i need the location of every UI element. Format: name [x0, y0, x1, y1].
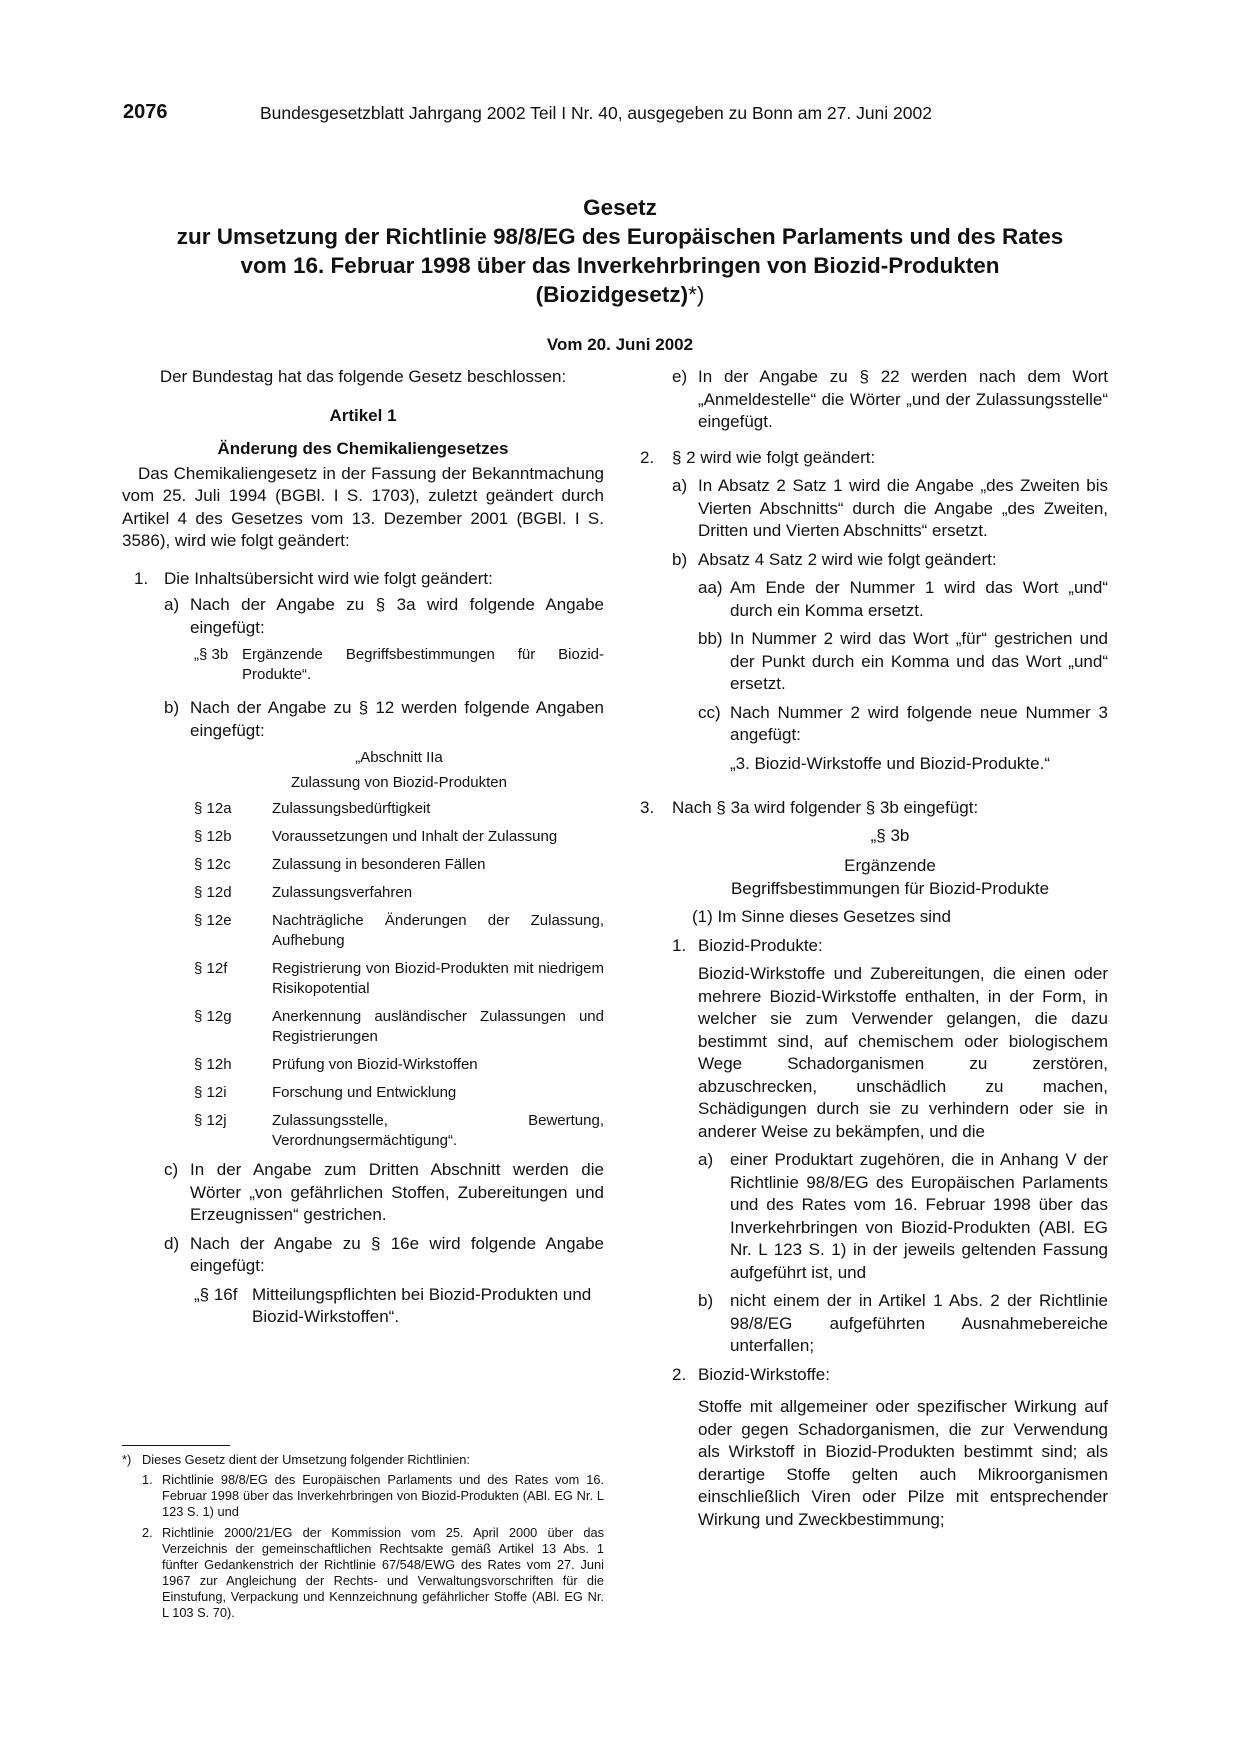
paragraph-number: § 12e [194, 912, 232, 929]
paragraph-number: § 12f [194, 960, 228, 977]
item-text: Am Ende der Nummer 1 wird das Wort „und“ durch ein Komma ersetzt. [730, 578, 1108, 620]
page-number: 2076 [123, 101, 168, 123]
section-title: Zulassung von Biozid-Produkten [291, 774, 507, 791]
item-text: einer Produktart zugehören, die in Anhang V der Richtlinie 98/8/EG des Europäischen Parlaments und des Rates vom 16. Februar 1998 über das Inverkehrbringen von Biozid-Produkten (ABl. EG Nr. L 123 S. 1) in der jeweils geltenden Fassung aufgeführt ist, und [730, 1150, 1108, 1282]
definition-1-b [698, 1290, 1108, 1358]
footnote-mark: *) [122, 1452, 132, 1467]
section-3b-number: „§ 3b [870, 825, 910, 845]
paragraph-description: Forschung und Entwicklung [272, 1084, 457, 1101]
paragraph-row [194, 799, 604, 819]
item-label: b) [698, 1291, 714, 1310]
title-line-4 [100, 280, 1140, 309]
article-intro: Das Chemikaliengesetz in der Fassung der Bekanntmachung vom 25. Juli 1994 (BGBl. I S. 1703), zuletzt geändert durch Artikel 4 des Gesetzes vom 13. Dezember 2001 (BGBl. I S. 3586), wird wie folgt geändert: [122, 463, 604, 550]
item-label: bb) [698, 629, 723, 648]
item-label: cc) [698, 702, 721, 722]
left-column [122, 367, 604, 1329]
amendment-item-1 [134, 568, 604, 591]
quote-number: „§ 3b [194, 646, 229, 663]
subitem-d [164, 1233, 604, 1278]
quote-number: „§ 16f [194, 1284, 238, 1304]
footnote-item-label: 1. [142, 1472, 153, 1487]
footnote-item [142, 1525, 604, 1621]
paragraph-row [194, 855, 604, 875]
title-line-2: zur Umsetzung der Richtlinie 98/8/EG des Europäischen Parlaments und des Rates [176, 224, 1064, 249]
paragraph-description: Voraussetzungen und Inhalt der Zulassung [272, 828, 558, 845]
item-label: c) [164, 1160, 179, 1179]
footnotes [122, 1452, 604, 1626]
quoted-entry-3b [194, 645, 604, 685]
definition-1-a [698, 1149, 1108, 1284]
article-heading: Artikel 1 [329, 405, 397, 425]
title-line-3: vom 16. Februar 1998 über das Inverkehrbringen von Biozid-Produkten [240, 253, 1000, 278]
paragraph-row [194, 1055, 604, 1075]
paragraph-description: Registrierung von Biozid-Produkten mit niedrigem Risikopotential [272, 960, 604, 997]
amendment-item-2 [640, 447, 1108, 470]
subitem-b [164, 697, 604, 742]
amendment-item-3 [640, 797, 1108, 820]
footnote-rule [122, 1445, 230, 1446]
quote-text: Mitteilungspflichten bei Biozid-Produkten und Biozid-Wirkstoffen“. [252, 1284, 592, 1326]
paragraph-number: § 12d [194, 884, 232, 901]
paragraph-row [194, 911, 604, 951]
title-line-1: Gesetz [583, 195, 657, 220]
paragraph-description: Zulassungsbedürftigkeit [272, 800, 431, 817]
item-text: Nach Nummer 2 wird folgende neue Nummer 3 angefügt: [730, 702, 1108, 744]
item-text: Absatz 4 Satz 2 wird wie folgt geändert: [698, 549, 997, 569]
paragraph-row [194, 883, 604, 903]
definition-term: Biozid-Produkte: [698, 935, 823, 955]
item-label: a) [672, 476, 688, 495]
section-label: „Abschnitt IIa [355, 749, 443, 766]
definition-1-text: Biozid-Wirkstoffe und Zubereitungen, die einen oder mehrere Biozid-Wirkstoffe enthalten, in der Form, in welcher sie zum Verwender gelangen, die dazu bestimmt sind, auf chemischem oder biologischem Wege Schadorganismen zu zerstören, abzuschrecken, unschädlich zu machen, Schädigungen durch sie zu verhindern oder sie in anderer Weise zu bekämpfen, und die [698, 964, 1108, 1141]
item-text: § 2 wird wie folgt geändert: [672, 447, 876, 467]
subitem-bb [698, 628, 1108, 696]
quoted-entry-16f [194, 1284, 604, 1329]
law-date: Vom 20. Juni 2002 [546, 335, 694, 354]
definition-1-heading [672, 935, 1108, 958]
right-column [640, 367, 1108, 1531]
paragraph-description: Nachträgliche Änderungen der Zulassung, Aufhebung [272, 912, 604, 949]
paragraph-description: Anerkennung ausländischer Zulassungen und Registrierungen [272, 1008, 604, 1045]
paragraph-number: § 12h [194, 1056, 232, 1073]
item-text: In der Angabe zum Dritten Abschnitt werden die Wörter „von gefährlichen Stoffen, Zubereitungen und Erzeugnissen“ gestrichen. [190, 1160, 604, 1224]
item-label: e) [672, 367, 688, 386]
item-label: aa) [698, 578, 723, 597]
footnote-item-text: Richtlinie 2000/21/EG der Kommission vom 25. April 2000 über das Verzeichnis der gemeinschaftlichen Rechtsakte gemäß Artikel 13 Abs. 1 fünfter Gedankenstrich der Richtlinie 67/548/EWG des Rates vom 27. Juni 1967 zur Angleichung der Rechts- und Verwaltungsvorschriften für die Einstufung, Verpackung und Kennzeichnung gefährlicher Stoffe (ABl. EG Nr. L 103 S. 70). [162, 1525, 604, 1620]
section-3b-title-1: Ergänzende [844, 856, 936, 875]
paragraph-description: Prüfung von Biozid-Wirkstoffen [272, 1056, 478, 1073]
item-text: Nach der Angabe zu § 16e wird folgende Angabe eingefügt: [190, 1233, 604, 1275]
quoted-new-number-3: „3. Biozid-Wirkstoffe und Biozid-Produkte.“ [730, 753, 1050, 773]
paragraph-row [194, 1111, 604, 1151]
paragraph-description: Zulassungsstelle, Bewertung, Verordnungsermächtigung“. [272, 1112, 604, 1149]
enactment-formula: Der Bundestag hat das folgende Gesetz beschlossen: [159, 367, 567, 386]
item-text: In Nummer 2 wird das Wort „für“ gestrichen und der Punkt durch ein Komma und das Wort „und“ ersetzt. [730, 629, 1108, 693]
item-text: Die Inhaltsübersicht wird wie folgt geändert: [164, 568, 493, 588]
paragraph-number: § 12j [194, 1112, 227, 1129]
item-label: d) [164, 1233, 180, 1253]
paragraph-description: Zulassungsverfahren [272, 884, 413, 901]
item-label: 1. [672, 935, 687, 955]
footnote-item-label: 2. [142, 1525, 153, 1540]
item-label: 3. [640, 798, 655, 817]
paragraph-row [194, 959, 604, 999]
subitem-e [672, 366, 1108, 434]
paragraph-number: § 12a [194, 800, 232, 817]
subitem-cc [698, 702, 1108, 747]
definition-term: Biozid-Wirkstoffe: [698, 1364, 830, 1384]
definition-2-text: Stoffe mit allgemeiner oder spezifischer Wirkung auf oder gegen Schadorganismen, die zur Verwendung als Wirkstoff in Biozid-Produkten bestimmt sind; als derartige Stoffe gelten auch Mikroorganismen einschließlich Viren oder Pilze mit entsprechender Wirkung und Zweckbestimmung; [698, 1397, 1108, 1529]
footnote-item-text: Richtlinie 98/8/EG des Europäischen Parlaments und des Rates vom 16. Februar 1998 über das Inverkehrbringen von Biozid-Produkten (ABl. EG Nr. L 123 S. 1) und [162, 1472, 604, 1519]
section-3b-intro: (1) Im Sinne dieses Gesetzes sind [692, 907, 951, 926]
subitem-2a [672, 475, 1108, 543]
item-text: In Absatz 2 Satz 1 wird die Angabe „des Zweiten bis Vierten Abschnitts“ durch die Angabe „des Zweiten, Dritten und Vierten Abschnitts“ ersetzt. [698, 476, 1108, 540]
section-3b-title-2: Begriffsbestimmungen für Biozid-Produkte [730, 878, 1050, 898]
subitem-c [164, 1159, 604, 1227]
footnote-list [142, 1472, 604, 1621]
article-subheading: Änderung des Chemikaliengesetzes [217, 439, 509, 458]
item-label: a) [164, 595, 180, 614]
subitem-2b [672, 549, 1108, 572]
item-label: b) [672, 549, 688, 569]
short-title: (Biozidgesetz) [535, 282, 689, 307]
item-text: Nach der Angabe zu § 12 werden folgende Angaben eingefügt: [190, 698, 604, 740]
item-text: Nach der Angabe zu § 3a wird folgende Angabe eingefügt: [190, 595, 604, 637]
running-header: Bundesgesetzblatt Jahrgang 2002 Teil I Nr. 40, ausgegeben zu Bonn am 27. Juni 2002 [260, 103, 932, 123]
footnote-intro-text: Dieses Gesetz dient der Umsetzung folgender Richtlinien: [142, 1452, 470, 1467]
item-text: nicht einem der in Artikel 1 Abs. 2 der Richtlinie 98/8/EG aufgeführten Ausnahmebereiche unterfallen; [730, 1291, 1108, 1355]
item-text: In der Angabe zu § 22 werden nach dem Wort „Anmeldestelle“ die Wörter „und der Zulassungsstelle“ eingefügt. [698, 367, 1108, 431]
paragraph-row [194, 1083, 604, 1103]
paragraph-number: § 12c [194, 856, 231, 873]
paragraph-number: § 12g [194, 1008, 232, 1025]
paragraph-number: § 12i [194, 1084, 227, 1101]
subitem-a [164, 594, 604, 639]
footnote-item [142, 1472, 604, 1520]
item-label: a) [698, 1150, 714, 1169]
item-label: b) [164, 698, 180, 717]
paragraph-row [194, 1007, 604, 1047]
item-label: 1. [134, 568, 149, 588]
item-label: 2. [640, 447, 655, 467]
quote-text: Ergänzende Begriffsbestimmungen für Biozid-Produkte“. [242, 646, 604, 683]
paragraph-table [194, 799, 604, 1151]
law-title [100, 193, 1140, 309]
subitem-aa [698, 577, 1108, 622]
item-label: 2. [672, 1364, 687, 1384]
item-text: Nach § 3a wird folgender § 3b eingefügt: [672, 798, 979, 817]
paragraph-row [194, 827, 604, 847]
paragraph-number: § 12b [194, 828, 232, 845]
footnote-reference[interactable]: *) [688, 282, 705, 307]
paragraph-description: Zulassung in besonderen Fällen [272, 856, 486, 873]
definition-2-heading [672, 1364, 1108, 1387]
footnote-intro [122, 1452, 604, 1468]
